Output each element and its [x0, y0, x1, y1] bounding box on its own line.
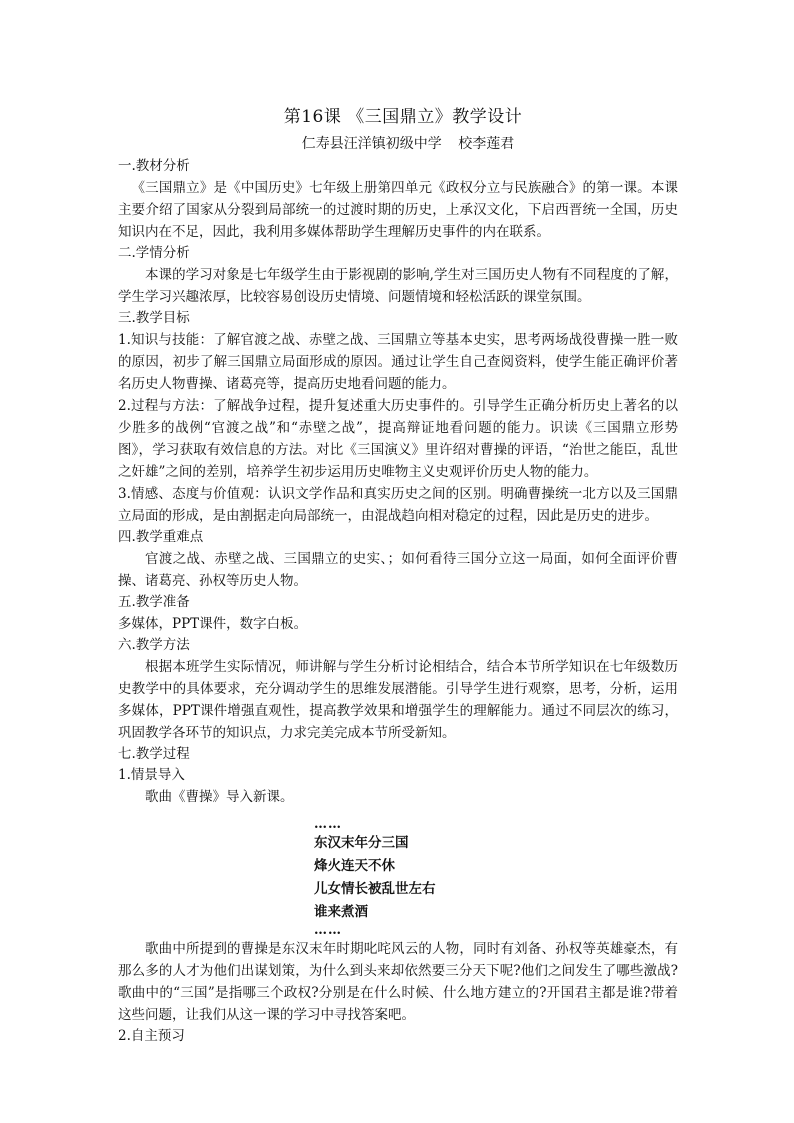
poem-line: 谁来煮酒 [314, 904, 368, 920]
paragraph-methods: 根据本班学生实际情况，师讲解与学生分析讨论相结合，结合本节所学知识在七年级数历史教学中的具体要求，充分调动学生的思维发展潜能。引导学生进行观察，思考，分析，运用多媒体，PPT课件增强直观性，提高教学效果和增强学生的理解能力。通过不同层次的练习，巩固教学各环节的知识点，力求完美完成本节所受新知。 [118, 659, 678, 741]
paragraph-song-discussion: 歌曲中所提到的曹操是东汉末年时期叱咤风云的人物，同时有刘备、孙权等英雄豪杰，有那么多的人才为他们出谋划策，为什么到头来却依然要三分天下呢?他们之间发生了哪些激战?歌曲中的“三国”是指哪三个政权?分别是在什么时候、什么地方建立的?开国君主都是谁?带着这些问题，让我们从这一课的学习中寻找答案吧。 [118, 941, 678, 1023]
poem-line: 儿女情长被乱世左右 [314, 881, 436, 897]
section-heading-process: 七.教学过程 [118, 746, 190, 762]
teacher-name: 校李莲君 [458, 136, 515, 152]
school-name: 仁寿县汪洋镇初级中学 [301, 136, 442, 152]
author-line [118, 132, 678, 156]
poem-line: 烽火连天不休 [314, 858, 395, 874]
section-heading-students: 二.学情分析 [118, 245, 190, 261]
paragraph-goal-values: 3.情感、态度与价值观：认识文学作品和真实历史之间的区别。明确曹操统一北方以及三国鼎立局面的形成，是由割据走向局部统一，由混战趋向相对稳定的过程，因此是历史的进步。 [118, 486, 678, 524]
paragraph-goal-process: 2.过程与方法：了解战争过程，提升复述重大历史事件的。引导学生正确分析历史上著名的以少胜多的战例“官渡之战”和“赤壁之战”，提高辩证地看问题的能力。识读《三国鼎立形势图》，学习获取有效信息的方法。对比《三国演义》里许绍对曹操的评语，“治世之能臣，乱世之奸雄”之间的差别，培养学生初步运用历史唯物主义史观评价历史人物的能力。 [118, 398, 678, 480]
paragraph-intro: 歌曲《曹操》导入新课。 [145, 789, 294, 805]
poem-line: 东汉末年分三国 [314, 835, 409, 851]
poem-ellipsis-bottom: …… [314, 923, 342, 938]
section-heading-methods: 六.教学方法 [118, 637, 190, 653]
subsection-heading-preview: 2.自主预习 [118, 1028, 185, 1044]
paragraph-preparation: 多媒体，PPT课件，数字白板。 [118, 616, 308, 632]
section-heading-key-points: 四.教学重难点 [118, 529, 204, 545]
poem-ellipsis-top: …… [314, 817, 342, 832]
section-heading-goals: 三.教学目标 [118, 310, 190, 326]
paragraph-key-points: 官渡之战、赤壁之战、三国鼎立的史实、；如何看待三国分立这一局面，如何全面评价曹操、诸葛亮、孙权等历史人物。 [118, 551, 678, 589]
subsection-heading-intro: 1.情景导入 [118, 767, 185, 783]
paragraph-goal-knowledge: 1.知识与技能：了解官渡之战、赤壁之战、三国鼎立等基本史实，思考两场战役曹操一胜一败的原因，初步了解三国鼎立局面形成的原因。通过让学生自己查阅资料，使学生能正确评价著名历史人物曹操、诸葛亮等，提高历史地看问题的能力。 [118, 332, 678, 392]
document-title: 第16课 《三国鼎立》教学设计 [283, 107, 523, 127]
paragraph-textbook-analysis: 《三国鼎立》是《中国历史》七年级上册第四单元《政权分立与民族融合》的第一课。本课主要介绍了国家从分裂到局部统一的过渡时期的历史，上承汉文化，下启西晋统一全国，历史知识内在不足，因此，我利用多媒体帮助学生理解历史事件的内在联系。 [118, 180, 678, 240]
paragraph-student-analysis: 本课的学习对象是七年级学生由于影视剧的影响,学生对三国历史人物有不同程度的了解，学生学习兴趣浓厚，比较容易创设历史情境、问题情境和轻松活跃的课堂氛围。 [118, 267, 678, 305]
section-heading-textbook: 一.教材分析 [118, 158, 190, 174]
document-page [118, 102, 678, 1047]
section-heading-preparation: 五.教学准备 [118, 594, 190, 610]
